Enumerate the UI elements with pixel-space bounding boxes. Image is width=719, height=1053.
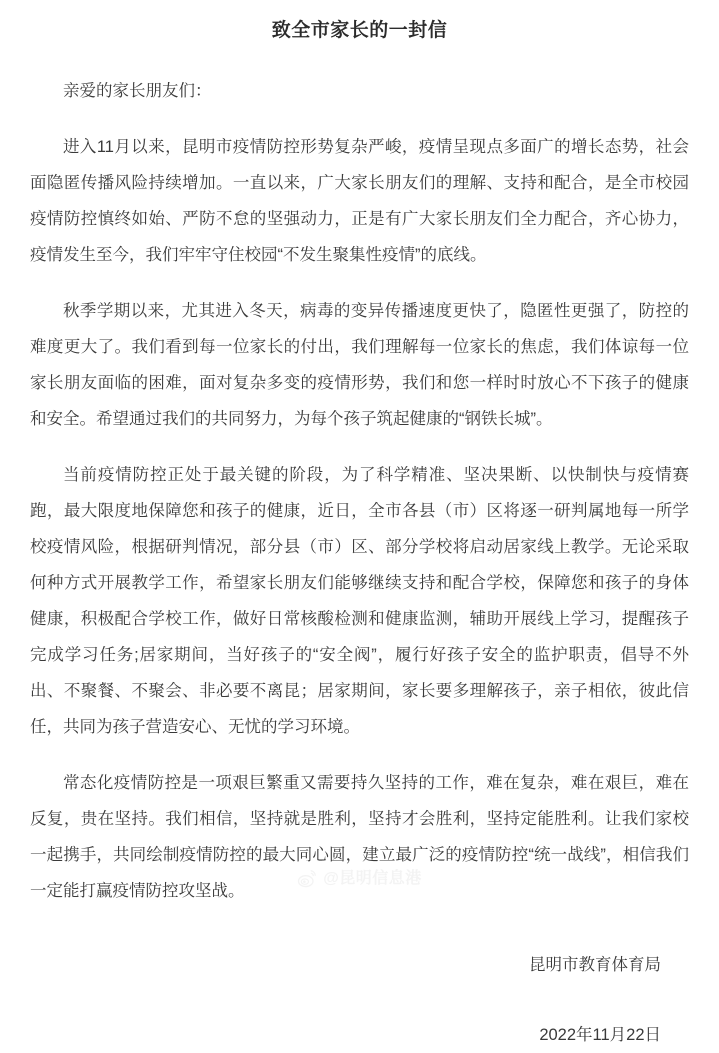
letter-body	[0, 46, 719, 1053]
signature-date: 2022年11月22日	[539, 1026, 661, 1044]
paragraph-2: 秋季学期以来，尤其进入冬天，病毒的变异传播速度更快了，隐匿性更强了，防控的难度更大了。我们看到每一位家长的付出，我们理解每一位家长的焦虑，我们体谅每一位家长朋友面临的困难，面对复杂多变的疫情形势，我们和您一样时时放心不下孩子的健康和安全。希望通过我们的共同努力，为每个孩子筑起健康的“钢铁长城”。	[30, 302, 689, 428]
paragraph-3: 当前疫情防控正处于最关键的阶段，为了科学精准、坚决果断、以快制快与疫情赛跑，最大限度地保障您和孩子的健康，近日，全市各县（市）区将逐一研判属地每一所学校疫情风险，根据研判情况，部分县（市）区、部分学校将启动居家线上教学。无论采取何种方式开展教学工作，希望家长朋友们能够继续支持和配合学校，保障您和孩子的身体健康，积极配合学校工作，做好日常核酸检测和健康监测，辅助开展线上学习，提醒孩子完成学习任务;居家期间，当好孩子的“安全阀”，履行好孩子安全的监护职责，倡导不外出、不聚餐、不聚会、非必要不离昆；居家期间，家长要多理解孩子，亲子相依，彼此信任，共同为孩子营造安心、无忧的学习环境。	[30, 466, 689, 736]
signature-organization: 昆明市教育体育局	[529, 956, 661, 974]
paragraph-1: 进入11月以来，昆明市疫情防控形势复杂严峻，疫情呈现点多面广的增长态势，社会面隐匿传播风险持续增加。一直以来，广大家长朋友们的理解、支持和配合，是全市校园疫情防控慎终如始、严防不怠的坚强动力，正是有广大家长朋友们全力配合，齐心协力，疫情发生至今，我们牢牢守住校园“不发生聚集性疫情”的底线。	[30, 138, 689, 264]
salutation: 亲爱的家长朋友们：	[63, 82, 212, 100]
signature-block	[30, 947, 689, 1053]
page-title: 致全市家长的一封信	[271, 20, 448, 41]
paragraph-4: 常态化疫情防控是一项艰巨繁重又需要持久坚持的工作，难在复杂，难在艰巨，难在反复，贵在坚持。我们相信，坚持就是胜利，坚持才会胜利，坚持定能胜利。让我们家校一起携手，共同绘制疫情防控的最大同心圆，建立最广泛的疫情防控“统一战线”，相信我们一定能打赢疫情防控攻坚战。	[30, 774, 689, 900]
watermark-handle: @昆明信息港	[323, 870, 422, 887]
